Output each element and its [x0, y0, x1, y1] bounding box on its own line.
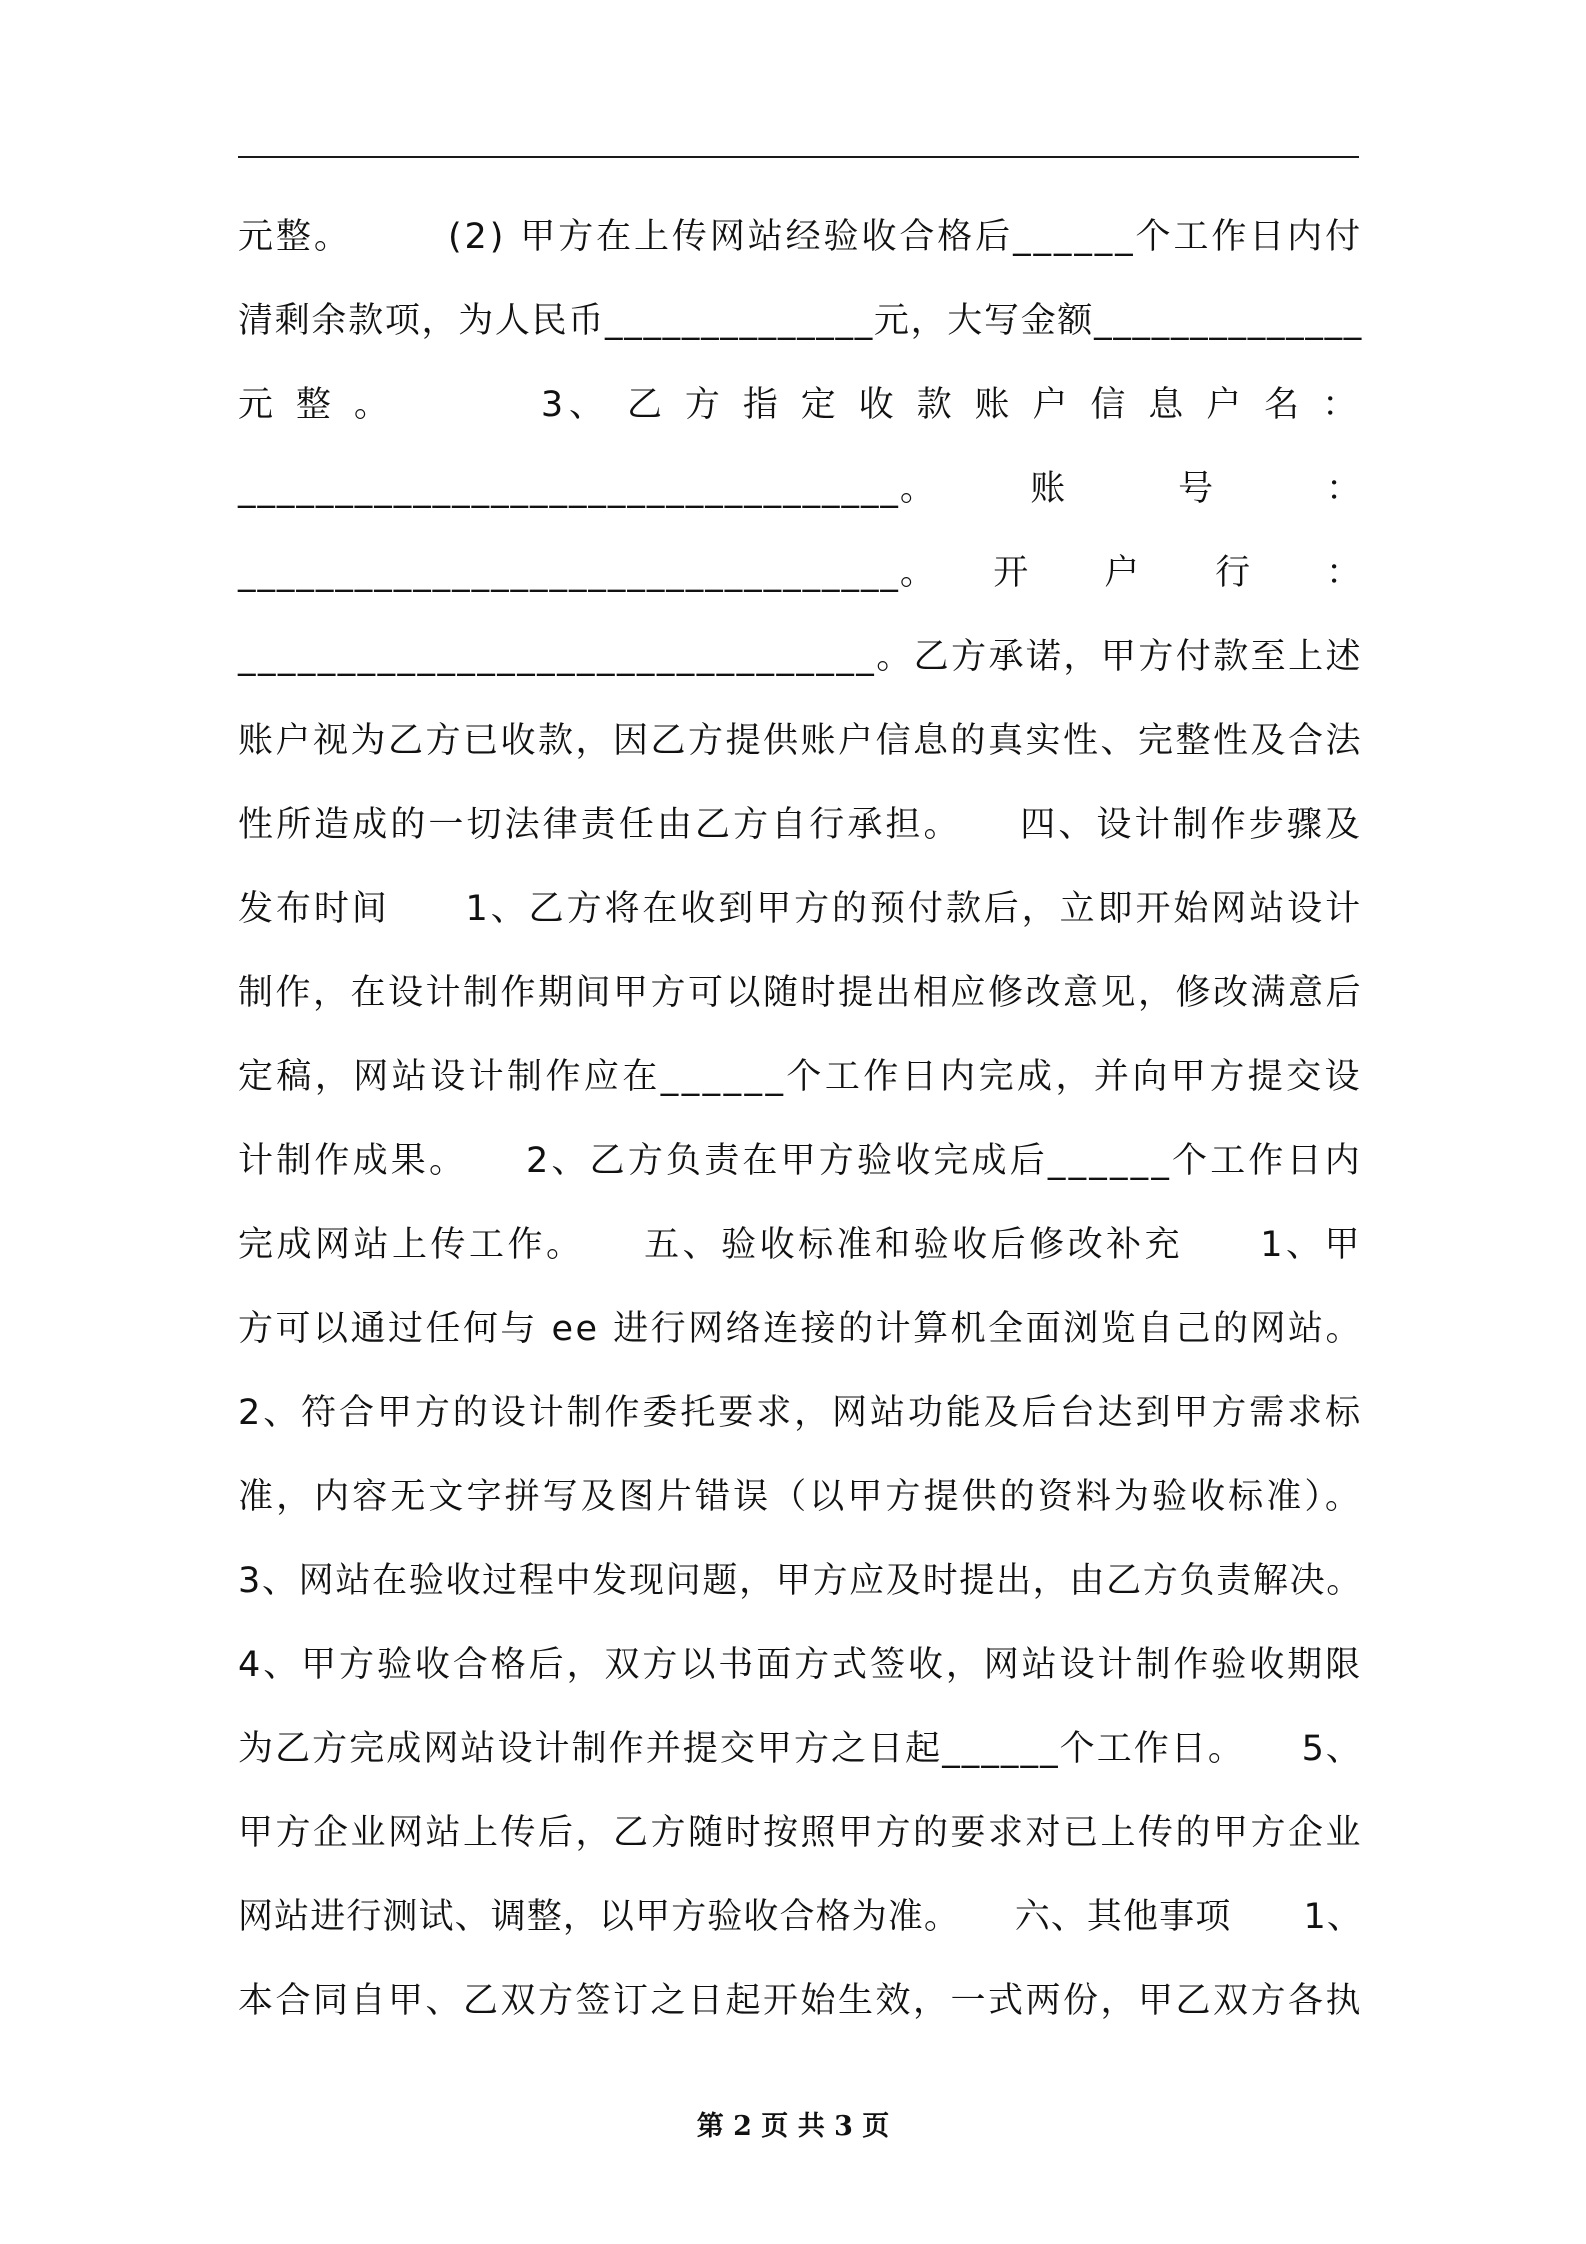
text-line: __________________________________。 账 号 ： — [238, 469, 1363, 509]
text-line: ________________________________。乙方承诺，甲方付款至上述 — [238, 637, 1363, 677]
text-line: 计制作成果。 2、乙方负责在甲方验收完成后______个工作日内 — [238, 1141, 1363, 1181]
text-line: 定稿，网站设计制作应在______个工作日内完成，并向甲方提交设 — [238, 1057, 1363, 1097]
text-line: 元 整 。 3、 乙 方 指 定 收 款 账 户 信 息 户 名 ： — [238, 385, 1363, 425]
text-line: 3、网站在验收过程中发现问题，甲方应及时提出，由乙方负责解决。 — [238, 1561, 1363, 1601]
text-line: 性所造成的一切法律责任由乙方自行承担。 四、设计制作步骤及 — [238, 805, 1363, 845]
text-line: 甲方企业网站上传后，乙方随时按照甲方的要求对已上传的甲方企业 — [238, 1813, 1363, 1853]
header-rule — [238, 156, 1359, 158]
contract-body — [238, 192, 1363, 2040]
text-line: 完成网站上传工作。 五、验收标准和验收后修改补充 1、甲 — [238, 1225, 1363, 1265]
text-line: 准，内容无文字拼写及图片错误（以甲方提供的资料为验收标准）。 — [238, 1477, 1363, 1517]
text-line: 为乙方完成网站设计制作并提交甲方之日起______个工作日。 5、 — [238, 1729, 1363, 1769]
text-line: 清剩余款项，为人民币______________元，大写金额______________ — [238, 301, 1363, 341]
text-line: 网站进行测试、调整，以甲方验收合格为准。 六、其他事项 1、 — [238, 1897, 1363, 1937]
text-line: __________________________________。 开 户 行 ： — [238, 553, 1363, 593]
page-number: 第 2 页 共 3 页 — [696, 2111, 890, 2142]
text-line: 方可以通过任何与 ee 进行网络连接的计算机全面浏览自己的网站。 — [238, 1309, 1363, 1349]
text-line: 制作，在设计制作期间甲方可以随时提出相应修改意见，修改满意后 — [238, 973, 1363, 1013]
text-line: 2、符合甲方的设计制作委托要求，网站功能及后台达到甲方需求标 — [238, 1393, 1363, 1433]
text-line: 4、甲方验收合格后，双方以书面方式签收，网站设计制作验收期限 — [238, 1645, 1363, 1685]
text-line: 本合同自甲、乙双方签订之日起开始生效，一式两份，甲乙双方各执 — [238, 1981, 1363, 2021]
text-line: 元整。 (2) 甲方在上传网站经验收合格后______个工作日内付 — [238, 217, 1363, 257]
text-line: 账户视为乙方已收款，因乙方提供账户信息的真实性、完整性及合法 — [238, 721, 1363, 761]
text-line: 发布时间 1、乙方将在收到甲方的预付款后，立即开始网站设计 — [238, 889, 1363, 929]
